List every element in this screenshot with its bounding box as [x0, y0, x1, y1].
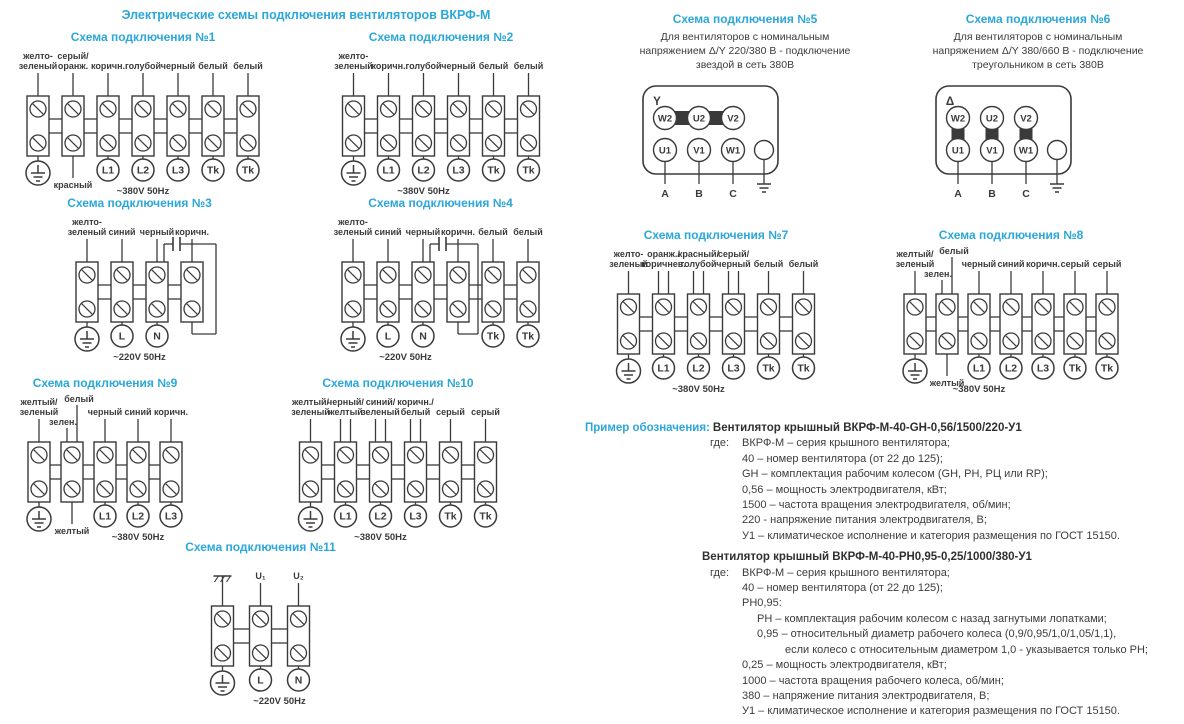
svg-text:коричн./: коричн./ — [397, 397, 434, 407]
svg-text:Tk: Tk — [486, 330, 500, 343]
svg-text:B: B — [988, 188, 996, 200]
example-line: 40 – номер вентилятора (от 22 до 125); — [742, 452, 943, 465]
svg-text:желтый: желтый — [929, 378, 965, 388]
scheme-5-title: Схема подключения №5 — [672, 12, 818, 26]
svg-text:синий: синий — [997, 259, 1025, 269]
svg-text:черный: черный — [160, 61, 196, 71]
svg-text:зеленый: зеленый — [334, 61, 373, 71]
svg-text:черный: черный — [961, 259, 997, 269]
svg-text:синий/: синий/ — [365, 397, 396, 407]
svg-text:коричн.: коричн. — [1025, 259, 1061, 269]
svg-text:C: C — [729, 188, 737, 200]
svg-text:желто-: желто- — [72, 217, 102, 227]
page-title: Электрические схемы подключения вентиляторов ВКРФ-М — [121, 8, 491, 22]
example-line: где: ВКРФ-М – серия крышного вентилятора; — [585, 436, 1184, 451]
svg-text:зеленый: зеленый — [895, 259, 935, 269]
scheme-11 — [148, 540, 423, 708]
example-line: РН0,95: — [742, 597, 782, 610]
svg-text:черный/: черный/ — [327, 397, 364, 407]
svg-text:белый: белый — [478, 61, 509, 71]
svg-text:L2: L2 — [417, 164, 430, 177]
svg-text:~380V 50Hz: ~380V 50Hz — [116, 186, 170, 197]
scheme-3-wiring-diagram — [22, 214, 297, 364]
svg-text:коричн.: коричн. — [90, 61, 126, 71]
scheme-9-wiring-diagram — [2, 394, 292, 544]
scheme-1-title: Схема подключения №1 — [70, 30, 216, 44]
svg-text:желто-: желто- — [613, 249, 644, 259]
svg-text:черный: черный — [441, 61, 476, 71]
designation-example-lines — [585, 421, 1184, 720]
svg-text:синий: синий — [124, 407, 152, 417]
svg-text:серый/: серый/ — [57, 51, 89, 61]
example-line: GH – комплектация рабочим колесом (GH, PH, РЦ или RP); — [742, 468, 1048, 481]
svg-text:зелен.: зелен. — [924, 269, 952, 279]
svg-text:черный: черный — [87, 407, 123, 417]
scheme-3 — [22, 196, 297, 364]
svg-text:белый: белый — [788, 259, 819, 269]
svg-text:~220V 50Hz: ~220V 50Hz — [379, 352, 432, 363]
svg-text:желтый/: желтый/ — [291, 397, 330, 407]
scheme-11-wiring-diagram — [148, 558, 423, 708]
scheme-7-title: Схема подключения №7 — [643, 228, 789, 242]
svg-text:L3: L3 — [727, 362, 740, 375]
svg-text:L1: L1 — [972, 362, 986, 375]
svg-text:Tk: Tk — [1068, 362, 1082, 375]
svg-text:серый/: серый/ — [717, 249, 750, 259]
svg-text:~380V 50Hz: ~380V 50Hz — [952, 384, 1006, 395]
scheme-description-line: Для вентиляторов с номинальным — [660, 31, 830, 43]
svg-text:черный: черный — [405, 227, 441, 237]
svg-text:Δ: Δ — [945, 96, 955, 108]
example-line: 1000 – частота вращения рабочего колеса, об/мин; — [742, 674, 1004, 687]
svg-text:белый: белый — [753, 259, 784, 269]
svg-text:U1: U1 — [951, 145, 965, 157]
svg-text:желтый/: желтый/ — [896, 249, 934, 259]
svg-text:коричн.: коричн. — [440, 227, 476, 237]
svg-text:L3: L3 — [452, 164, 465, 177]
svg-text:черный: черный — [716, 259, 751, 269]
svg-text:L1: L1 — [98, 510, 112, 523]
svg-text:A: A — [661, 188, 669, 200]
svg-text:серый: серый — [471, 407, 500, 417]
example-line: У1 – климатическое исполнение и категория размещения по ГОСТ 15150. — [742, 705, 1120, 718]
svg-text:красный: красный — [53, 180, 93, 190]
scheme-7 — [598, 228, 890, 396]
svg-text:N: N — [153, 330, 161, 343]
example-label: Пример обозначения: — [585, 422, 710, 434]
svg-text:Y: Y — [653, 96, 661, 108]
svg-text:V2: V2 — [727, 113, 739, 125]
svg-text:V1: V1 — [986, 145, 998, 157]
scheme-9 — [2, 376, 292, 544]
scheme-6-description — [893, 30, 1183, 72]
svg-text:U2: U2 — [692, 113, 706, 125]
svg-text:коричн.: коричн. — [153, 407, 189, 417]
svg-text:Tk: Tk — [1100, 362, 1114, 375]
svg-text:U1: U1 — [658, 145, 672, 157]
scheme-8-title: Схема подключения №8 — [938, 228, 1084, 242]
svg-text:коричн.: коричн. — [371, 61, 406, 71]
example-line: 0,56 – мощность электродвигателя, кВт; — [742, 483, 947, 496]
svg-text:L1: L1 — [657, 362, 670, 375]
svg-text:L3: L3 — [171, 164, 185, 177]
svg-text:L2: L2 — [692, 362, 705, 375]
svg-text:желто-: желто- — [338, 217, 368, 227]
example-line: 380 – напряжение питания электродвигателя, В; — [742, 689, 990, 702]
svg-text:C: C — [1022, 188, 1030, 200]
scheme-description-line: треугольником в сеть 380В — [972, 59, 1104, 71]
example-line: 220 - напряжение питания электродвигателя, В; — [742, 514, 987, 527]
svg-text:~380V 50Hz: ~380V 50Hz — [672, 384, 725, 395]
where-label: где: — [710, 437, 730, 450]
svg-text:желто-: желто- — [338, 51, 369, 61]
where-label: где: — [710, 566, 730, 579]
svg-text:синий: синий — [108, 227, 136, 237]
svg-text:Tk: Tk — [479, 510, 492, 523]
svg-text:L1: L1 — [101, 164, 115, 177]
scheme-5 — [600, 12, 890, 207]
svg-text:~220V 50Hz: ~220V 50Hz — [113, 352, 166, 363]
svg-text:голубой: голубой — [124, 61, 162, 71]
svg-text:N: N — [419, 330, 427, 343]
example-line: 0,25 – мощность электродвигателя, кВт; — [742, 659, 947, 672]
scheme-description-line: Для вентиляторов с номинальным — [953, 31, 1123, 43]
svg-text:B: B — [695, 188, 703, 200]
scheme-6-motor-terminals-diagram — [893, 82, 1183, 207]
svg-text:зеленый: зеленый — [361, 407, 400, 417]
svg-text:W2: W2 — [950, 113, 966, 125]
svg-text:W1: W1 — [725, 145, 741, 157]
scheme-description-line: напряжением Δ/Y 380/660 В - подключение — [932, 45, 1144, 57]
svg-text:желтый: желтый — [328, 407, 363, 417]
svg-text:L2: L2 — [374, 510, 387, 523]
example-model-name: Вентилятор крышный ВКРФ-М-40-GH-0,56/1500/220-У1 — [712, 422, 1022, 434]
svg-text:L: L — [118, 330, 126, 343]
svg-text:белый: белый — [198, 61, 228, 71]
svg-text:оранж.: оранж. — [57, 61, 89, 71]
example-line: 40 – номер вентилятора (от 22 до 125); — [742, 582, 943, 595]
svg-text:зеленый: зеленый — [19, 407, 59, 417]
svg-text:белый: белый — [64, 394, 94, 404]
svg-text:A: A — [954, 188, 962, 200]
svg-text:зелен.: зелен. — [49, 417, 77, 427]
scheme-5-description — [600, 30, 890, 72]
example-line: 1500 – частота вращения электродвигателя, об/мин; — [742, 499, 1011, 512]
svg-text:V2: V2 — [1020, 113, 1032, 125]
example-line: У1 – климатическое исполнение и категория размещения по ГОСТ 15150. — [742, 529, 1120, 542]
scheme-2-wiring-diagram — [308, 48, 588, 198]
scheme-8 — [890, 228, 1182, 396]
scheme-9-title: Схема подключения №9 — [32, 376, 178, 390]
svg-text:зеленый: зеленый — [291, 407, 330, 417]
svg-text:L3: L3 — [1036, 362, 1050, 375]
svg-text:Tk: Tk — [241, 164, 255, 177]
svg-text:L2: L2 — [136, 164, 150, 177]
svg-text:W2: W2 — [657, 113, 673, 125]
svg-text:черный: черный — [139, 227, 175, 237]
svg-text:оранж./: оранж./ — [647, 249, 680, 259]
svg-text:Tk: Tk — [487, 164, 500, 177]
designation-example — [585, 421, 1184, 720]
svg-text:желтый: желтый — [54, 526, 90, 536]
svg-text:~220V 50Hz: ~220V 50Hz — [253, 696, 306, 707]
scheme-5-motor-terminals-diagram — [600, 82, 890, 207]
example-line: где: ВКРФ-М – серия крышного вентилятора; — [585, 566, 1184, 581]
svg-text:серый: серый — [1060, 259, 1090, 269]
svg-text:Tk: Tk — [521, 330, 535, 343]
scheme-description-line: звездой в сеть 380В — [695, 59, 795, 71]
scheme-3-title: Схема подключения №3 — [67, 196, 212, 210]
svg-text:желто-: желто- — [23, 51, 53, 61]
scheme-11-title: Схема подключения №11 — [185, 540, 336, 554]
svg-text:белый: белый — [233, 61, 263, 71]
scheme-4 — [312, 196, 587, 364]
svg-text:Tk: Tk — [797, 362, 810, 375]
scheme-6-title: Схема подключения №6 — [965, 12, 1111, 26]
svg-text:белый: белый — [478, 227, 508, 237]
svg-text:L1: L1 — [339, 510, 352, 523]
scheme-7-wiring-diagram — [598, 246, 890, 396]
svg-text:белый: белый — [400, 407, 431, 417]
svg-text:L2: L2 — [131, 510, 145, 523]
svg-text:Tk: Tk — [762, 362, 775, 375]
svg-text:зеленый: зеленый — [609, 259, 648, 269]
example-model-name: Вентилятор крышный ВКРФ-М-40-РН0,95-0,25/1000/380-У1 — [702, 551, 1032, 564]
svg-text:L1: L1 — [382, 164, 395, 177]
scheme-6 — [893, 12, 1183, 207]
svg-text:коричн.: коричн. — [174, 227, 210, 237]
svg-text:L3: L3 — [409, 510, 422, 523]
scheme-4-wiring-diagram — [312, 214, 587, 364]
svg-text:серый: серый — [436, 407, 465, 417]
scheme-10 — [282, 376, 578, 544]
svg-text:зеленый: зеленый — [67, 227, 107, 237]
svg-text:L: L — [384, 330, 392, 343]
svg-text:Tk: Tk — [522, 164, 535, 177]
example-title-row — [585, 421, 1184, 436]
svg-text:L2: L2 — [1004, 362, 1018, 375]
svg-text:U₂: U₂ — [293, 571, 304, 581]
svg-text:~380V 50Hz: ~380V 50Hz — [397, 186, 450, 197]
svg-text:серый: серый — [1092, 259, 1122, 269]
svg-text:синий: синий — [374, 227, 402, 237]
scheme-1-wiring-diagram — [8, 48, 298, 198]
example-line: если колесо с относительным диаметром 1,0 - указывается только РН; — [785, 643, 1148, 656]
scheme-2-title: Схема подключения №2 — [368, 30, 514, 44]
svg-text:белый: белый — [939, 246, 969, 256]
svg-text:Tk: Tk — [444, 510, 457, 523]
scheme-10-title: Схема подключения №10 — [322, 376, 474, 390]
svg-text:желтый/: желтый/ — [20, 397, 58, 407]
example-title-row — [585, 550, 1184, 565]
example-line: РН – комплектация рабочим колесом с назад загнутыми лопатками; — [757, 612, 1107, 625]
svg-text:L3: L3 — [164, 510, 178, 523]
svg-text:коричнев.: коричнев. — [641, 259, 686, 269]
svg-text:~380V 50Hz: ~380V 50Hz — [354, 532, 407, 543]
svg-text:U₁: U₁ — [255, 571, 266, 581]
svg-text:зеленый: зеленый — [18, 61, 58, 71]
svg-text:белый: белый — [513, 227, 543, 237]
scheme-1 — [8, 30, 298, 198]
svg-text:голубой: голубой — [405, 61, 442, 71]
scheme-4-title: Схема подключения №4 — [368, 196, 513, 210]
svg-text:V1: V1 — [693, 145, 705, 157]
svg-text:красный/: красный/ — [677, 249, 720, 259]
svg-text:~380V 50Hz: ~380V 50Hz — [111, 532, 165, 543]
example-line: 0,95 – относительный диаметр рабочего колеса (0,9/0,95/1,0/1,05/1,1), — [757, 628, 1117, 641]
svg-text:N: N — [294, 674, 303, 687]
svg-text:L: L — [257, 674, 264, 687]
svg-text:Tk: Tk — [206, 164, 220, 177]
scheme-10-wiring-diagram — [282, 394, 578, 544]
svg-text:U2: U2 — [985, 113, 999, 125]
scheme-description-line: напряжением Δ/Y 220/380 В - подключение — [639, 45, 851, 57]
scheme-8-wiring-diagram — [890, 246, 1182, 396]
scheme-2 — [308, 30, 588, 198]
svg-text:голубой: голубой — [680, 259, 717, 269]
svg-text:белый: белый — [513, 61, 544, 71]
svg-text:W1: W1 — [1018, 145, 1034, 157]
svg-text:зеленый: зеленый — [333, 227, 373, 237]
